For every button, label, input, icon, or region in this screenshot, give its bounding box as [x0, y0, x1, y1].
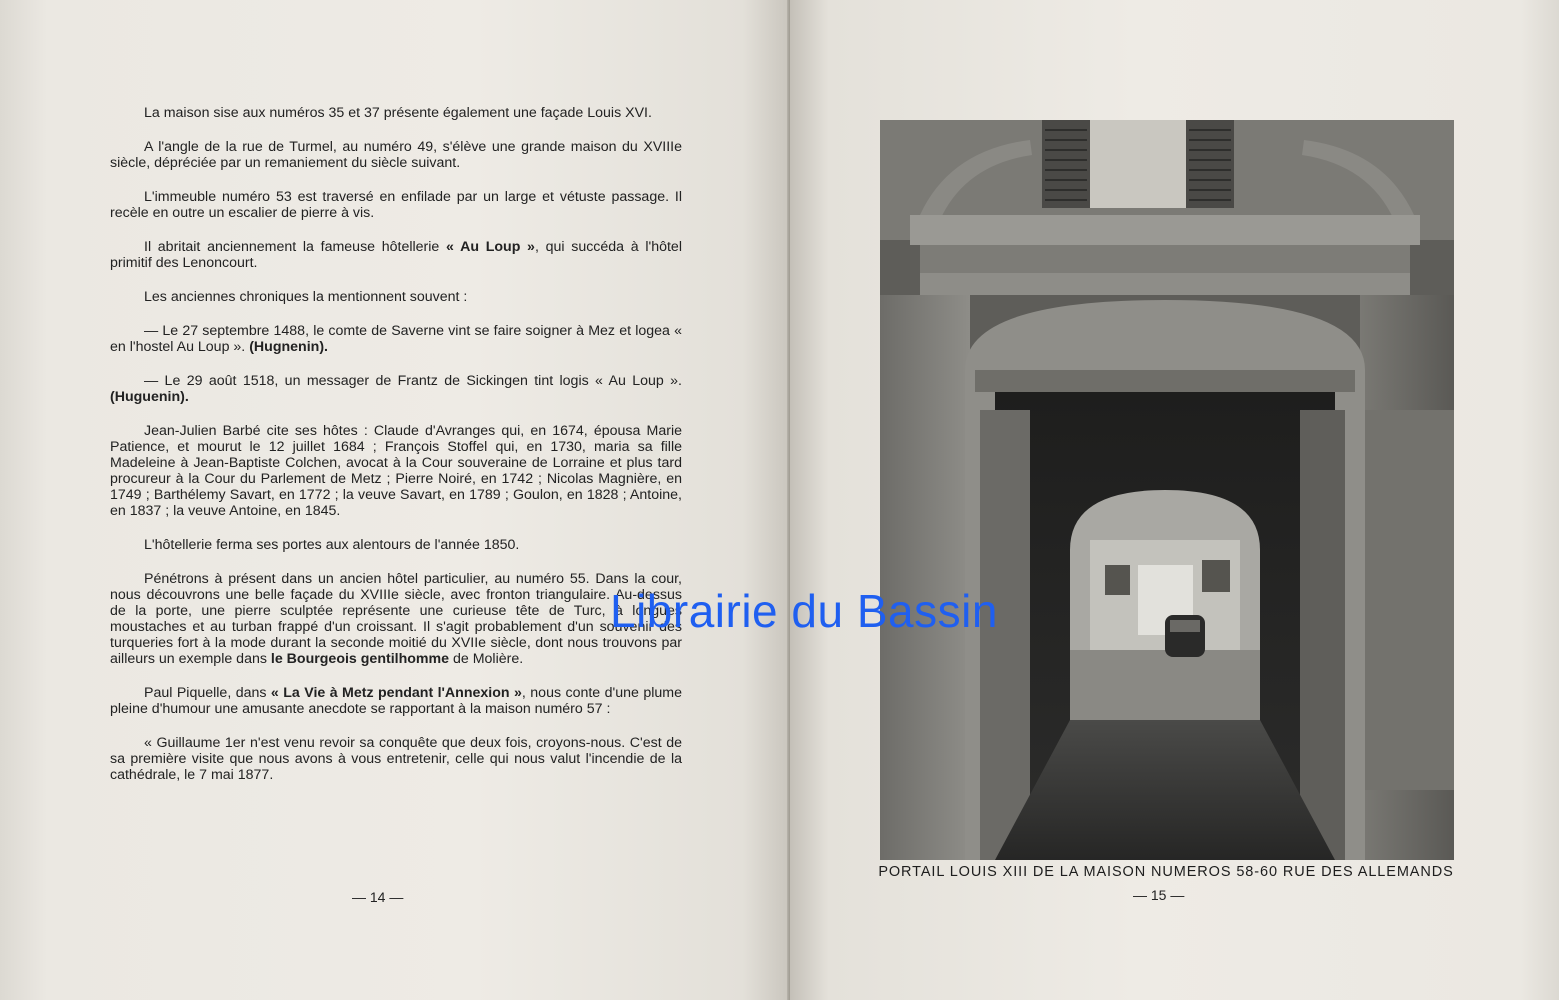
bold-title: « La Vie à Metz pendant l'Annexion » — [270, 685, 522, 701]
portal-photograph — [880, 120, 1454, 860]
paragraph-text: — Le 29 août 1518, un messager de Frantz de Sickingen tint logis « Au Loup ». — [144, 373, 682, 389]
page-number: — 14 — — [352, 889, 404, 905]
paragraph — [110, 373, 682, 405]
paragraph-text: La maison sise aux numéros 35 et 37 présente également une façade Louis XVI. — [144, 105, 652, 121]
paragraph-text: A l'angle de la rue de Turmel, au numéro 49, s'élève une grande maison du XVIIIe siècle, dépréciée par un remaniement du siècle suivant. — [110, 139, 682, 171]
paragraph-text: L'hôtellerie ferma ses portes aux alentours de l'année 1850. — [144, 537, 520, 553]
bold-citation: (Hugnenin). — [249, 339, 328, 355]
paragraph-text: Jean-Julien Barbé cite ses hôtes : Claude d'Avranges qui, en 1674, épousa Marie Patience, et mourut le 12 juillet 1684 ; François Stoffel qui, en 1730, maria sa fille Madeleine à Jean-Baptiste Colchen, avocat à la Cour souveraine de Lorraine et plus tard procureur à la Cour du Parlement de Metz ; Pierre Noiré, en 1742 ; Nicolas Magnière, en 1749 ; Barthélemy Savart, en 1772 ; la veuve Savart, en 1789 ; Goulon, en 1828 ; Antoine, en 1837 ; la veuve Antoine, en 1845. — [110, 423, 682, 519]
paragraph — [110, 105, 682, 121]
left-page-text — [110, 105, 682, 801]
paragraph-text: de Molière. — [449, 651, 524, 667]
page-number: — 15 — — [1133, 887, 1185, 903]
watermark-text: Librairie du Bassin — [610, 585, 998, 637]
paragraph-text: L'immeuble numéro 53 est traversé en enfilade par un large et vétuste passage. Il recèle en outre un escalier de pierre à vis. — [110, 189, 682, 221]
paragraph — [110, 537, 682, 553]
bold-title: le Bourgeois gentilhomme — [270, 651, 450, 667]
paragraph-text: « Guillaume 1er n'est venu revoir sa conquête que deux fois, croyons-nous. C'est de sa première visite que nous avons à vous entretenir, celle qui nous valut l'incendie de la cathédrale, le 7 mai 1877. — [110, 735, 682, 783]
photo-caption: PORTAIL LOUIS XIII DE LA MAISON NUMEROS 58-60 RUE DES ALLEMANDS — [878, 864, 1454, 880]
paragraph-text: — Le 27 septembre 1488, le comte de Saverne vint se faire soigner à Mez et logea « en l'hostel Au Loup ». — [110, 323, 682, 355]
paragraph — [110, 189, 682, 221]
bold-citation: (Huguenin). — [110, 389, 189, 405]
paragraph — [110, 239, 682, 271]
paragraph — [110, 685, 682, 717]
paragraph-text: Les anciennes chroniques la mentionnent souvent : — [144, 289, 468, 305]
bold-title: « Au Loup » — [446, 239, 535, 255]
paragraph — [110, 423, 682, 519]
paragraph — [110, 139, 682, 171]
portal-photo-drawing — [880, 120, 1454, 860]
paragraph — [110, 289, 682, 305]
paragraph-text: Pénétrons à présent dans un ancien hôtel particulier, au numéro 55. Dans la cour, nous découvrons une belle façade du XVIIIe siècle, avec fronton triangulaire. Au-dessus de la porte, une pierre sculptée représente une curieuse tête de Turc, à longues moustaches et au turban frappé d'un croissant. Il s'agit probablement d'un souvenir des turqueries fort à la mode durant la seconde moitié du XVIIe siècle, dont nous trouvons par ailleurs un exemple dans — [110, 571, 682, 667]
paragraph-text: Il abritait anciennement la fameuse hôtellerie — [144, 239, 447, 255]
paragraph — [110, 323, 682, 355]
paragraph-text: Paul Piquelle, dans — [144, 685, 271, 701]
paragraph-text: , qui succéda à l'hôtel primitif des Lenoncourt. — [110, 239, 682, 271]
paragraph — [110, 571, 682, 667]
paragraph-text: , nous conte d'une plume pleine d'humour une amusante anecdote se rapportant à la maison numéro 57 : — [110, 685, 682, 717]
paragraph — [110, 735, 682, 783]
